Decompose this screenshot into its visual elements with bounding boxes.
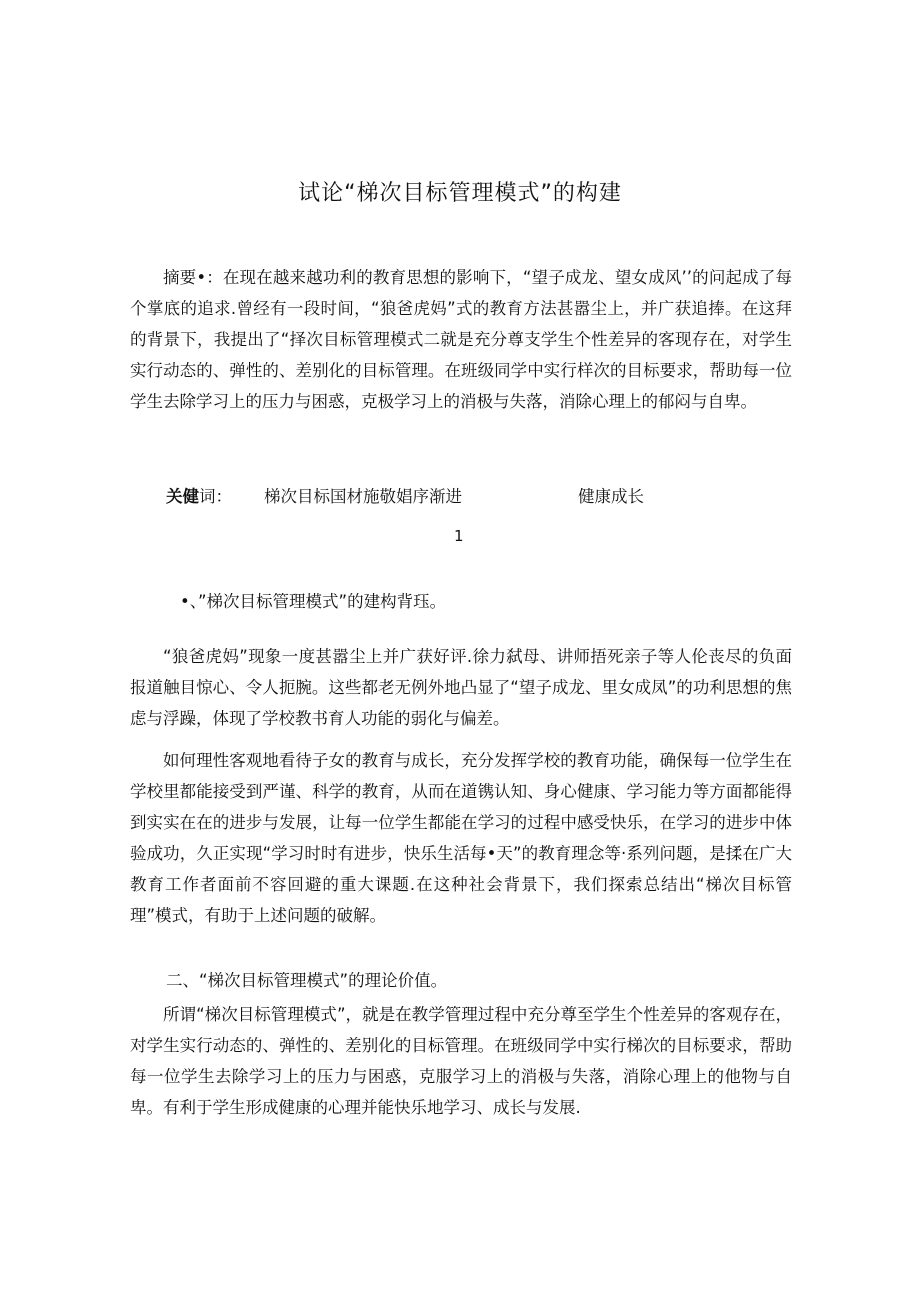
abstract-paragraph: 摘要•：在现在越来越功利的教育思想的影响下，“望子成龙、望女成风’’的问起成了每个掌底的追求.曾经有一段时间，“狼爸虎妈”式的教育方法甚嚣尘上，并广获追捧。在这拜的背景下，我提出了“择次目标管理模式二就是充分尊支学生个性差异的客现存在，对学生实行动态的、弹性的、差别化的目标管理。在班级同学中实行样次的目标要求，帮助每一位学生去除学习上的压力与困惑，克极学习上的消极与失落，消除心理上的郁闷与自卑。 bbox=[130, 268, 792, 411]
keywords-line bbox=[166, 484, 792, 510]
section-1-paragraph-1: “狼爸虎妈”现象一度甚嚣尘上并广获好评.徐力弑母、讲师捂死亲子等人伦丧尽的负面报道触目惊心、令人扼腕。这些都老无例外地凸显了“望子成龙、里女成凤”的功利思想的焦虑与浮躁，体现了学校教书育人功能的弱化与偏差。 bbox=[130, 647, 792, 728]
section-2-paragraph-1: 所谓“梯次目标管理模式”，就是在教学管理过程中充分尊至学生个性差异的客观存在，对学生实行动态的、弹性的、差别化的目标管理。在班级同学中实行梯次的目标要求，帮助每一位学生去除学习上的压力与困惑，克服学习上的消极与失落，消除心理上的他物与自卑。有利于学生形成健康的心理并能快乐地学习、成长与发展. bbox=[130, 1005, 792, 1117]
section-1-paragraph-2: 如何理性客观地看待子女的教育与成长，充分发挥学校的教育功能，确保每一位学生在学校里都能接受到严谨、科学的教育，从而在道镌认知、身心健康、学习能力等方面都能得到实实在在的进步与发展，让每一位学生都能在学习的过程中感受快乐，在学习的进步中体验成功，久正实现“学习时时有进步，快乐生活每•天”的教育理念等·系列问题，是揉在广大教育工作者面前不容回避的重大课题.在这种社会背景下，我们探索总结出“梯次目标管理”模式，有助于上述问题的破解。 bbox=[130, 751, 792, 925]
section-2-heading: 二、“梯次目标管理模式”的理论价值。 bbox=[166, 971, 448, 990]
page-number: 1 bbox=[454, 527, 464, 545]
keywords-group-1: 梯次目标国材施敬娼序渐进 bbox=[264, 487, 462, 506]
keywords-label-bold: 关健 bbox=[166, 487, 199, 506]
keywords-label-rest: 词： bbox=[199, 487, 232, 506]
document-title: 试论“梯次目标管理模式”的构建 bbox=[298, 181, 622, 206]
section-1-heading: •、”梯次目标管理模式”的建构背珏。 bbox=[180, 592, 447, 611]
keywords-group-2: 健康成长 bbox=[578, 487, 644, 506]
keywords-label bbox=[166, 484, 232, 510]
